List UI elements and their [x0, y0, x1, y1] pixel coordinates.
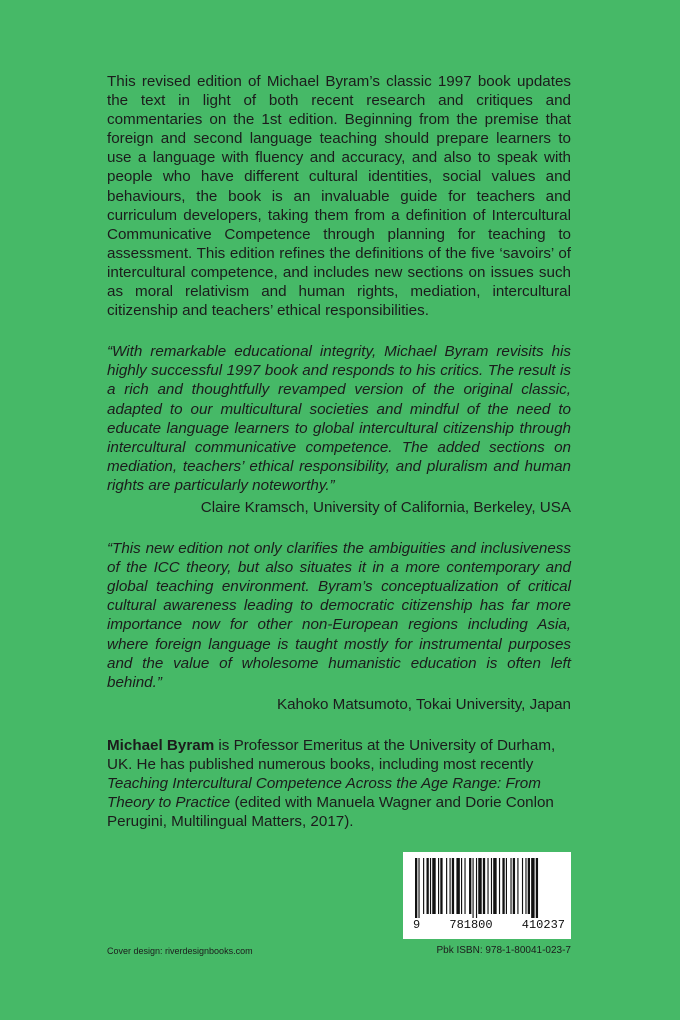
barcode-bar	[528, 858, 530, 914]
barcode-bar	[506, 858, 507, 914]
barcode-bar	[430, 858, 431, 914]
barcode-bar	[522, 858, 523, 914]
barcode-bar	[464, 858, 465, 914]
barcode-bar	[461, 858, 462, 914]
barcode-lead-digit: 9	[413, 918, 421, 932]
barcode-bar	[536, 858, 538, 918]
author-bio	[107, 736, 571, 831]
isbn-label: Pbk ISBN: 978-1-80041-023-7	[436, 945, 571, 956]
barcode-bar	[510, 858, 511, 914]
barcode-bar	[432, 858, 435, 914]
author-bio-text: (edited with Manuela Wagner and Dorie Conlon Perugini, Multilingual Matters, 2017).	[107, 794, 554, 831]
book-title: Teaching Intercultural Competence Across the Age Range: From Theory to Practice	[107, 775, 541, 812]
isbn-barcode	[403, 852, 571, 939]
endorsement-attribution: Claire Kramsch, University of California, Berkeley, USA	[200, 498, 571, 516]
barcode-bar	[491, 858, 492, 914]
barcode-bars	[415, 858, 561, 918]
barcode-group-1: 781800	[449, 918, 493, 932]
author-bio-text: is Professor Emeritus at the University of Durham, UK. He has published numerous books, including most recently	[107, 736, 556, 773]
barcode-bar	[513, 858, 515, 914]
barcode-bar	[456, 858, 459, 914]
back-cover-text	[107, 72, 571, 831]
barcode-bar	[502, 858, 504, 914]
barcode-bar	[469, 858, 471, 914]
barcode-bar	[499, 858, 500, 914]
barcode-bar	[450, 858, 451, 914]
barcode-bar	[483, 858, 485, 914]
barcode-bar	[446, 858, 447, 914]
barcode-bar	[423, 858, 424, 914]
endorsement-quote: “With remarkable educational integrity, Michael Byram revisits his highly successful 1997 book and responds to his critics. The result is a rich and thoughtfully revamped version of the original classic, adapted to our multicultural societies and mindful of the need to educate language learners to global intercultural citizenship through intercultural communicative competence. The added sections on mediation, teachers’ ethical responsibility, and pluralism and human rights are particularly noteworthy.”	[107, 343, 571, 494]
barcode-bar	[427, 858, 429, 914]
barcode-bar	[440, 858, 442, 914]
barcode-bar	[525, 858, 526, 914]
author-name: Michael Byram	[107, 736, 215, 754]
barcode-bar	[478, 858, 481, 914]
barcode-bar	[487, 858, 488, 914]
endorsement-quote: “This new edition not only clarifies the ambiguities and inclusiveness of the ICC theory, but also situates it in a more contemporary and global teaching environment. Byram’s conceptualization of critical cultural awareness leading to democratic citizenship has far more importance now for other non-European regions including Asia, where foreign language is taught mostly for instrumental purposes and the value of wholesome humanistic education is often left behind.”	[107, 540, 571, 691]
cover-design-credit: Cover design: riverdesignbooks.com	[107, 946, 253, 956]
barcode-bar	[415, 858, 417, 918]
barcode-bar	[531, 858, 534, 918]
barcode-bar	[438, 858, 439, 914]
barcode-group-2: 410237	[521, 918, 565, 932]
barcode-bar	[493, 858, 496, 914]
barcode-bar	[418, 858, 419, 918]
barcode-bar	[452, 858, 454, 914]
barcode-digits	[403, 918, 571, 932]
barcode-bar	[473, 858, 474, 918]
book-description: This revised edition of Michael Byram’s classic 1997 book updates the text in light of both recent research and critiques and commentaries on the 1st edition. Beginning from the premise that foreign and second language teaching should prepare learners to use a language with fluency and accuracy, and also to speak with people who have different cultural identities, social values and behaviours, the book is an invaluable guide for teachers and curriculum developers, taking them from a definition of Intercultural Communicative Competence through planning for teaching to assessment. This edition refines the definitions of the five ‘savoirs’ of intercultural competence, and includes new sections on issues such as moral relativism and human rights, mediation, intercultural citizenship and teachers’ ethical responsibilities.	[107, 73, 571, 320]
barcode-bar	[476, 858, 477, 918]
endorsement-attribution: Kahoko Matsumoto, Tokai University, Japan	[276, 695, 571, 713]
barcode-bar	[517, 858, 518, 914]
